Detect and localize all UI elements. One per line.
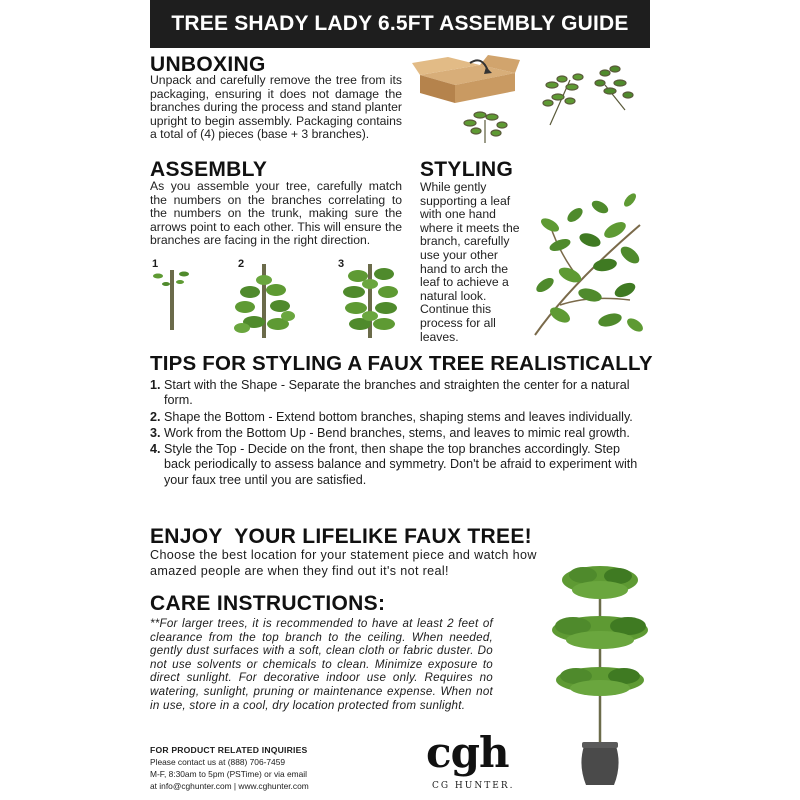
tip-item-3 [150,426,640,441]
styling-text: While gently supporting a leaf with one hand where it meets the branch, carefully use your other hand to arch the leaf to achieve a natural look. Continue this process for all leaves. [420,180,520,344]
assembly-step-1-number: 1 [152,258,159,270]
unboxing-text: Unpack and carefully remove the tree from its packaging, ensuring it does not damage the branches during the process and stand planter upright to begin assembly. Packaging contains a total of (4) pieces (base + 3 branches). [150,73,402,142]
tip-number: 4. [150,442,161,457]
page-title [150,0,650,48]
tip-item-2 [150,410,640,425]
enjoy-heading: ENJOY YOUR LIFELIKE FAUX TREE! [150,525,532,548]
tip-item-4 [150,442,640,488]
care-heading: CARE INSTRUCTIONS: [150,592,386,615]
assembly-heading: ASSEMBLY [150,158,268,181]
assembly-step-2-number: 2 [238,258,245,270]
styling-leaves-image [530,185,645,337]
open-box-icon [412,55,520,103]
tip-text: Shape the Bottom - Extend bottom branches, shaping stems and leaves individually. [164,409,633,424]
cg-hunter-logo-name: CG HUNTER. [432,781,515,791]
pot [581,742,618,785]
care-text: **For larger trees, it is recommended to have at least 2 feet of clearance from the top branch to the ceiling. When needed, gently dust surfaces with a soft, clean cloth or fabric duster. Do not use solvents or chemicals to clean. Minimize exposure to direct sunlight. For decorative indoor use only. Requires no watering, sunlight, pruning or maintenance expense. When not in use, store in a cool, dry location protected from sunlight. [150,617,493,712]
tips-list [150,378,640,489]
cg-hunter-logo-mark: cgh [426,728,509,777]
tips-heading: TIPS FOR STYLING A FAUX TREE REALISTICALLY [150,352,653,375]
assembly-step-3-number: 3 [338,258,345,270]
unboxing-illustration [410,55,650,150]
enjoy-text: Choose the best location for your statement piece and watch how amazed people are when they find out it's not real! [150,548,537,578]
unboxing-heading: UNBOXING [150,53,266,76]
branch-piece-1 [543,74,583,125]
footer-phone-line: Please contact us at (888) 706-7459 [150,757,286,767]
branch-piece-3 [464,112,507,143]
assembly-step-1-image [153,270,189,330]
page-title-text: TREE SHADY LADY 6.5FT ASSEMBLY GUIDE [171,12,629,35]
tip-text: Start with the Shape - Separate the branches and straighten the center for a natural form. [164,378,630,408]
footer-heading: FOR PRODUCT RELATED INQUIRIES [150,745,308,755]
potted-tree-image [548,560,653,788]
branch-piece-2 [595,66,633,110]
assembly-step-2-image [234,264,295,338]
assembly-step-3-image [343,264,398,338]
tip-item-1 [150,378,640,409]
assembly-step-illustrations [150,262,410,340]
assembly-text: As you assemble your tree, carefully match the numbers on the branches correlating to the numbers on the trunk, making sure the arrows point to each other. This will ensure the branches are facing in the right direction. [150,179,402,248]
tip-number: 1. [150,378,161,392]
tip-text: Work from the Bottom Up - Bend branches, stems, and leaves to mimic real growth. [164,425,630,440]
footer-contact-line: at info@cghunter.com | www.cghunter.com [150,781,309,791]
tip-number: 3. [150,425,161,440]
tip-text: Style the Top - Decide on the front, then shape the top branches accordingly. Step back periodically to assess balance and symmetry. Don't be afraid to experiment with your faux tree until you are satisfied. [164,442,638,487]
footer-hours-line: M-F, 8:30am to 5pm (PSTime) or via email [150,769,307,779]
styling-heading: STYLING [420,158,514,181]
tip-number: 2. [150,409,161,424]
